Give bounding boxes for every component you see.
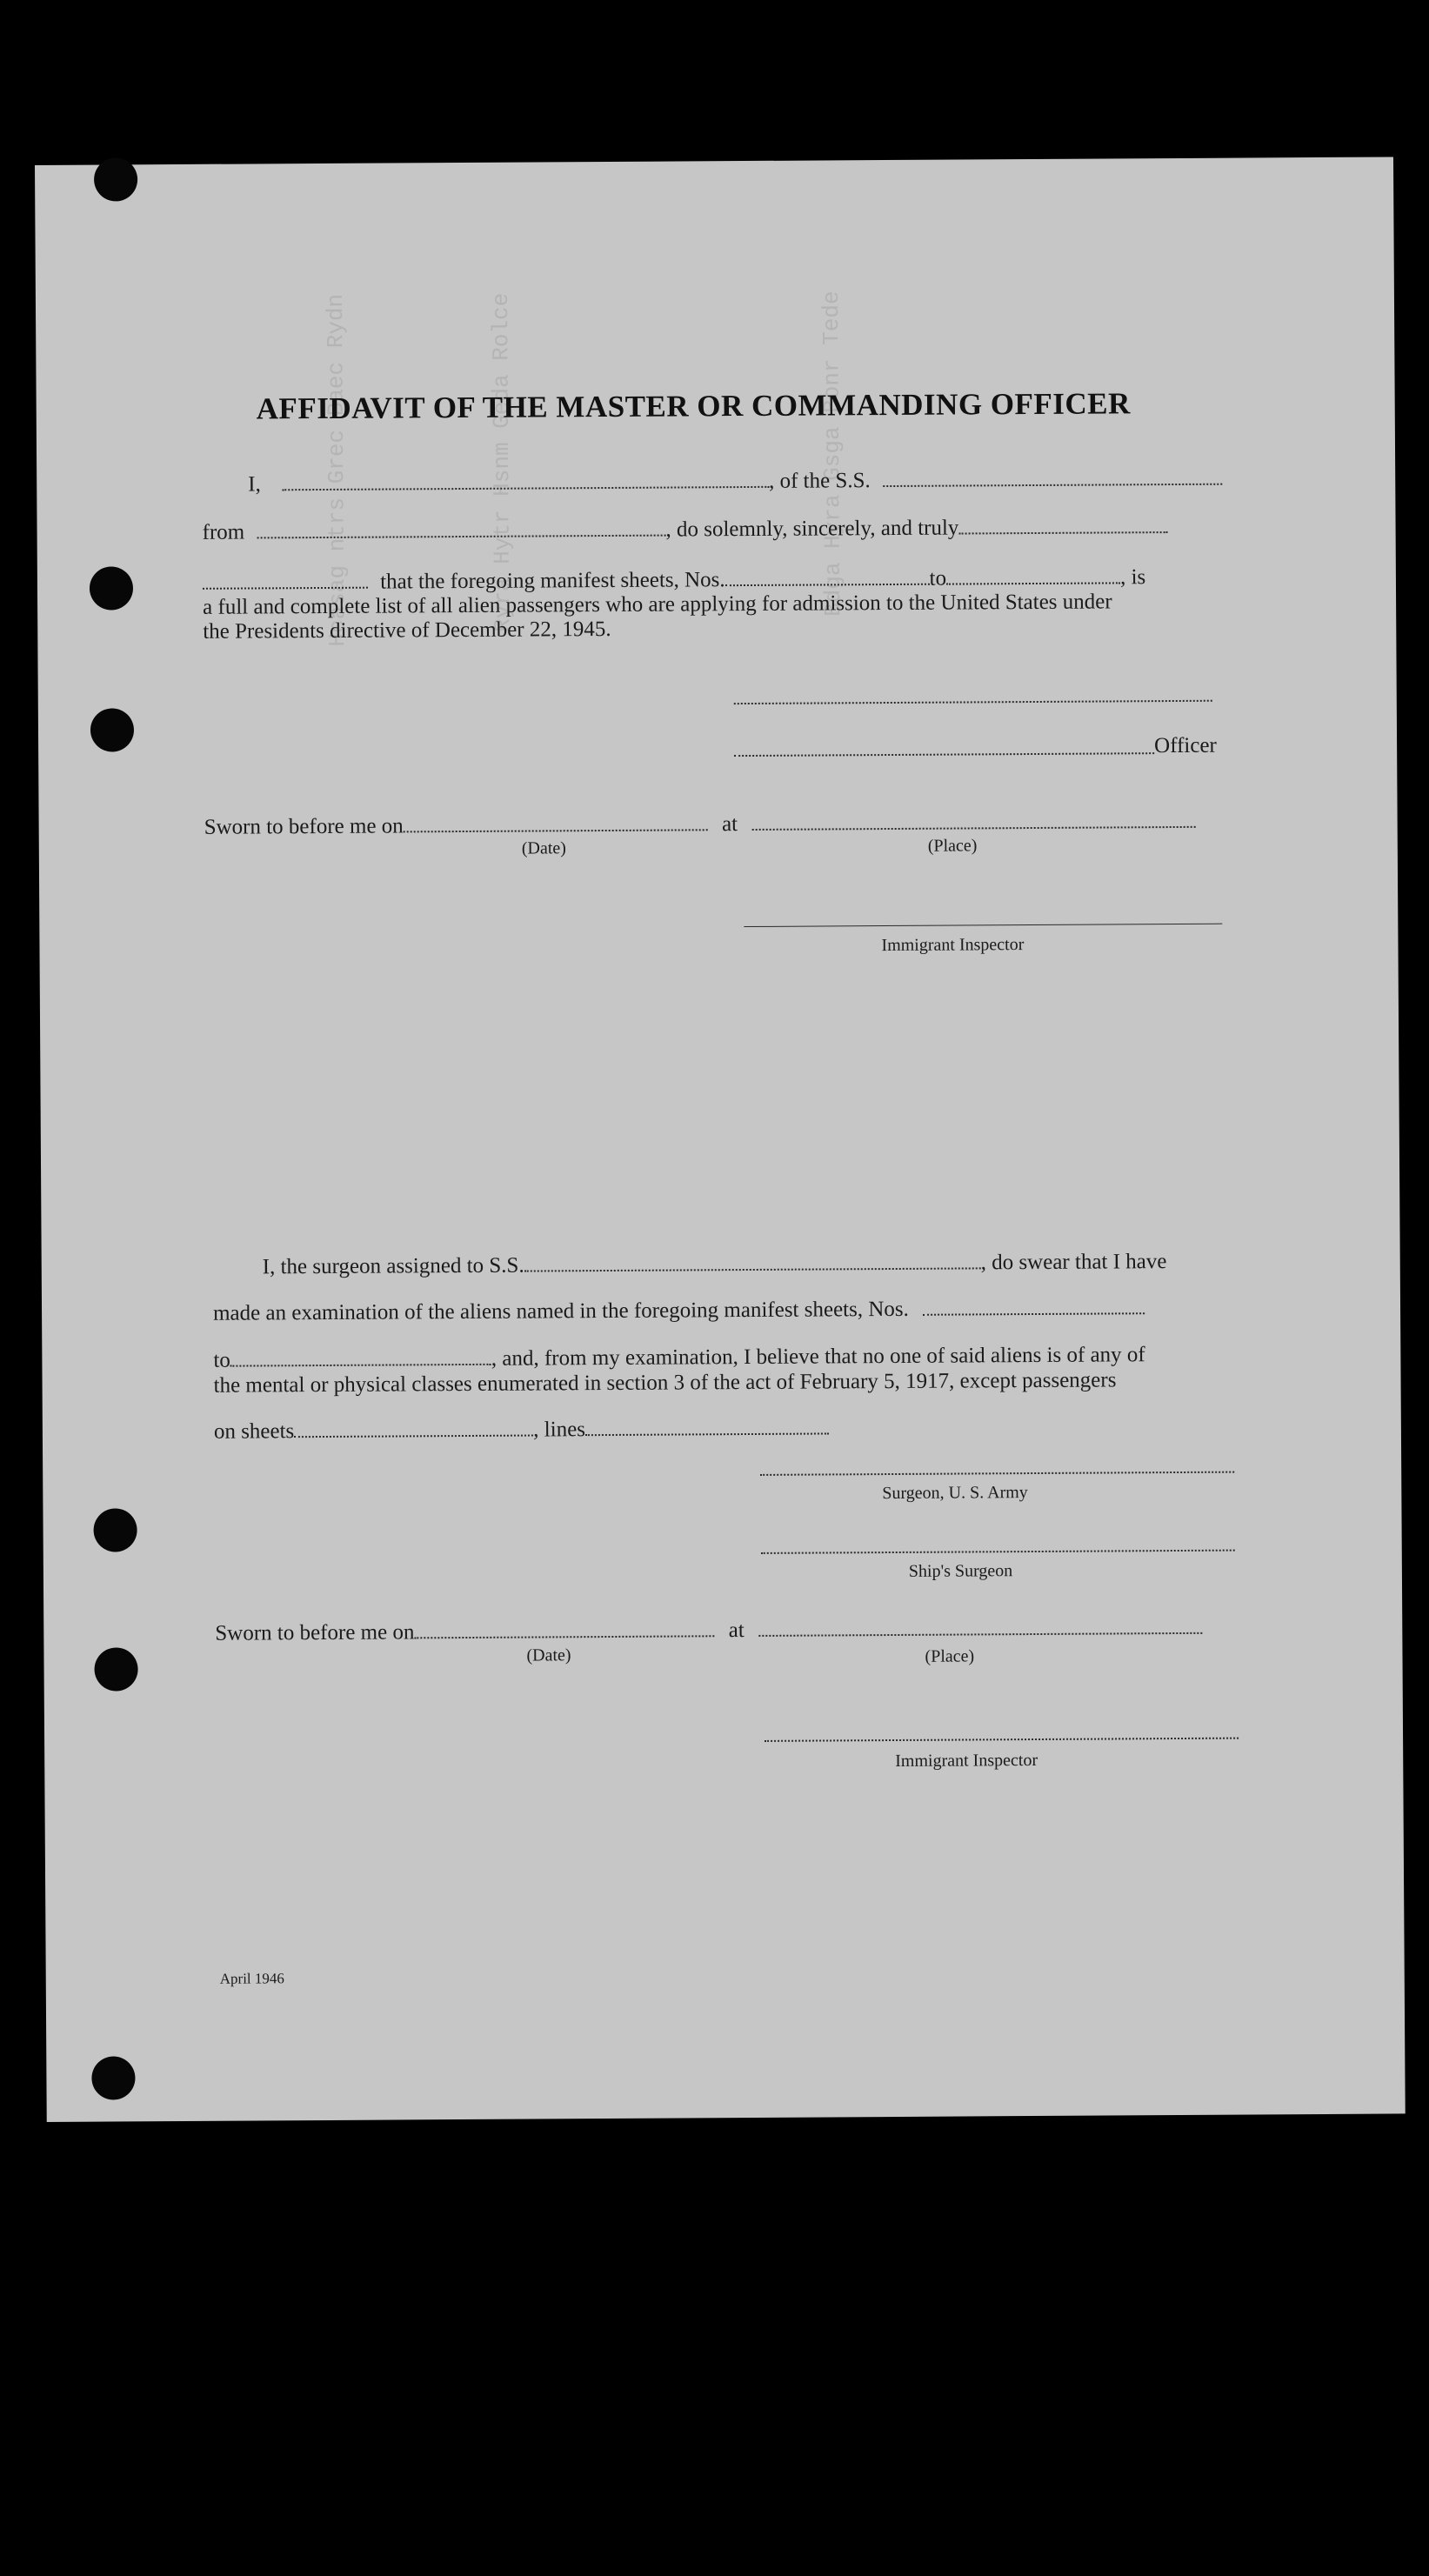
inspector-signature-line[interactable] (744, 924, 1222, 927)
officer-name-line[interactable] (734, 700, 1212, 704)
punch-hole (91, 2056, 135, 2099)
bleed-through-text: Bdga Hyra Gsga Bonr Tede (818, 290, 847, 617)
sworn-place-blank[interactable] (751, 807, 1195, 831)
surgeon-inspector-caption: Immigrant Inspector (895, 1750, 1038, 1771)
bleed-through-text: Hcasag ntrs Grec Baec Rydn (322, 293, 351, 647)
inspector-caption: Immigrant Inspector (881, 935, 1025, 956)
from-blank[interactable] (257, 516, 665, 539)
name-blank[interactable] (282, 467, 769, 491)
surgeon-line-5: on sheets , lines (214, 1413, 829, 1445)
surgeon-place-caption: (Place) (925, 1646, 975, 1666)
ships-surgeon-signature-line[interactable] (761, 1550, 1235, 1554)
master-line-1: I, , of the S.S. (248, 464, 1222, 498)
sheets-from-blank[interactable] (725, 564, 930, 586)
punch-hole (94, 1647, 137, 1691)
page-title: AFFIDAVIT OF THE MASTER OR COMMANDING OFFICER (256, 386, 1131, 426)
surgeon-sheets-from-blank[interactable] (923, 1293, 1145, 1316)
form-date: April 1946 (219, 1970, 284, 1987)
truly-blank[interactable] (958, 512, 1167, 534)
ship-name-blank[interactable] (883, 464, 1222, 487)
sworn-date-blank[interactable] (404, 810, 708, 832)
surgeon-sheets-to-blank[interactable] (230, 1345, 491, 1367)
except-sheets-blank[interactable] (294, 1416, 533, 1438)
punch-hole (94, 157, 137, 201)
master-line-2: from , do solemnly, sincerely, and truly (202, 512, 1167, 546)
master-sworn-line: Sworn to before me on at (204, 807, 1196, 841)
surgeon-sworn-line: Sworn to before me on at (215, 1613, 1202, 1647)
surgeon-sworn-date-blank[interactable] (414, 1616, 714, 1638)
surgeon-line-4: the mental or physical classes enumerated in section 3 of the act of February 5, 1917, except passengers (213, 1368, 1117, 1398)
surgeon-line-2: made an examination of the aliens named in the foregoing manifest sheets, Nos. (213, 1293, 1145, 1327)
surgeon-line-3: to , and, from my examination, I believe that no one of said aliens is of any of (213, 1343, 1145, 1372)
officer-label: Officer (1154, 733, 1217, 758)
except-lines-blank[interactable] (585, 1413, 829, 1436)
sheets-to-blank[interactable] (946, 563, 1120, 584)
affidavit-page (35, 157, 1406, 2121)
army-surgeon-caption: Surgeon, U. S. Army (882, 1483, 1028, 1504)
master-line-5: the Presidents directive of December 22, 1945. (203, 617, 611, 644)
surgeon-line-1: I, the surgeon assigned to S.S. , do swear that I have (262, 1250, 1167, 1279)
master-line-3: that the foregoing manifest sheets, Nos. to , is (203, 563, 1146, 597)
surgeon-sworn-place-blank[interactable] (758, 1613, 1202, 1637)
date-caption: (Date) (521, 838, 566, 858)
surgeon-date-caption: (Date) (526, 1645, 571, 1665)
punch-hole (93, 1508, 137, 1552)
officer-signature-line[interactable] (734, 752, 1154, 757)
place-caption: (Place) (927, 836, 978, 856)
master-line-4: a full and complete list of all alien passengers who are applying for admission to the United States under (203, 590, 1112, 619)
punch-hole (90, 708, 134, 751)
army-surgeon-signature-line[interactable] (760, 1472, 1234, 1476)
bleed-through-text: Ryra Hytr Hsnm Geda Rolce (487, 292, 517, 632)
punch-hole (90, 566, 133, 610)
ships-surgeon-caption: Ship's Surgeon (908, 1561, 1013, 1581)
verb-blank[interactable] (203, 568, 368, 590)
surgeon-ship-blank[interactable] (524, 1248, 981, 1271)
surgeon-inspector-signature-line[interactable] (765, 1738, 1239, 1742)
